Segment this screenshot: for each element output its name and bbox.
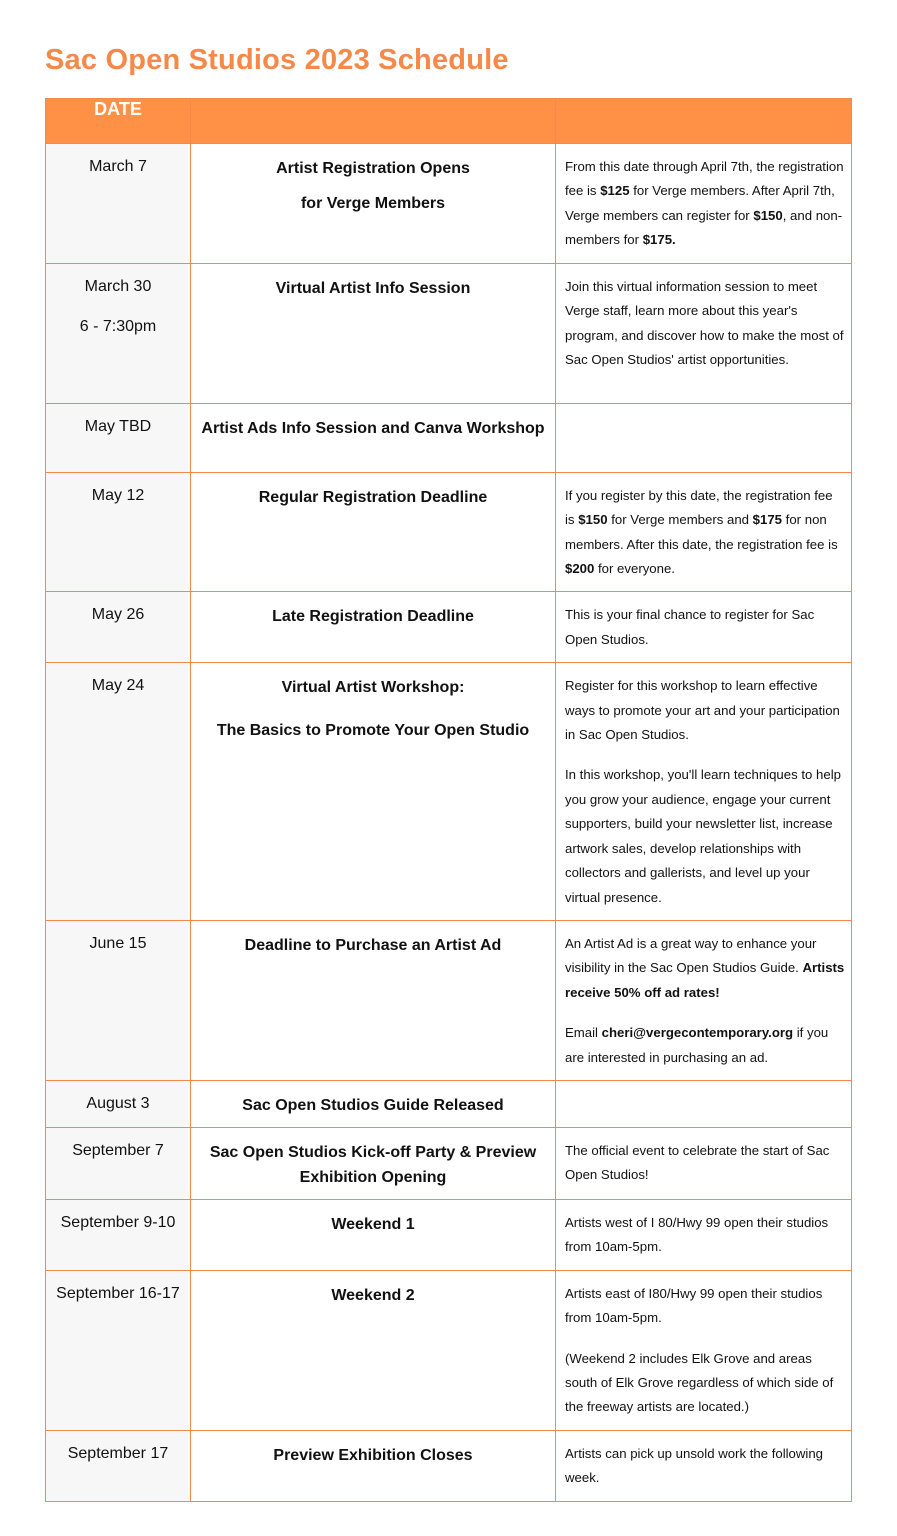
details-cell: Artists east of I80/Hwy 99 open their studios from 10am-5pm. (Weekend 2 includes Elk Grove and areas south of Elk Grove regardless of which side of the freeway artists are located.) (556, 1270, 852, 1430)
details-cell: The official event to celebrate the start of Sac Open Studios! (556, 1127, 852, 1199)
event-cell: Weekend 2 (191, 1270, 556, 1430)
date-column-header: DATE (46, 99, 191, 144)
date-cell: September 16-17 (46, 1270, 191, 1430)
date-cell: September 7 (46, 1127, 191, 1199)
event-subtitle: The Basics to Promote Your Open Studio (216, 721, 530, 739)
event-cell: Virtual Artist Info Session (191, 263, 556, 403)
table-row (46, 472, 852, 592)
event-title: Virtual Artist Workshop: (281, 679, 465, 697)
event-column-header (191, 99, 556, 144)
table-row (46, 592, 852, 663)
event-subtitle: for Verge Members (300, 194, 446, 212)
event-cell: Weekend 1 (191, 1199, 556, 1270)
details-cell: Join this virtual information session to meet Verge staff, learn more about this year's program, and discover how to make the most of Sac Open Studios' artist opportunities. (556, 263, 852, 403)
table-row (46, 1430, 852, 1501)
table-row (46, 1270, 852, 1430)
date-text: March 30 (84, 277, 152, 295)
date-cell: May 26 (46, 592, 191, 663)
details-cell: From this date through April 7th, the registration fee is $125 for Verge members. After April 7th, Verge members can register for $150, and non-members for $175. (556, 144, 852, 264)
event-cell: Artist Ads Info Session and Canva Workshop (191, 403, 556, 472)
details-cell: Artists west of I 80/Hwy 99 open their studios from 10am-5pm. (556, 1199, 852, 1270)
details-column-header (556, 99, 852, 144)
event-cell (191, 144, 556, 264)
table-header-row (46, 99, 852, 144)
date-cell: May 24 (46, 663, 191, 921)
event-title: Artist Registration Opens (276, 160, 470, 177)
date-cell: March 7 (46, 144, 191, 264)
details-cell: If you register by this date, the registration fee is $150 for Verge members and $175 for non members. After this date, the registration fee is $200 for everyone. (556, 472, 852, 592)
details-cell (556, 403, 852, 472)
details-cell (556, 1081, 852, 1128)
time-text: 6 - 7:30pm (79, 318, 157, 336)
event-cell: Sac Open Studios Kick-off Party & Preview Exhibition Opening (191, 1127, 556, 1199)
date-cell (46, 263, 191, 403)
table-row (46, 1081, 852, 1128)
page-title: Sac Open Studios 2023 Schedule (45, 44, 509, 76)
date-cell: May 12 (46, 472, 191, 592)
event-cell: Late Registration Deadline (191, 592, 556, 663)
table-row (46, 663, 852, 921)
date-cell: June 15 (46, 921, 191, 1081)
date-cell: August 3 (46, 1081, 191, 1128)
table-row (46, 1127, 852, 1199)
table-row (46, 144, 852, 264)
event-cell: Regular Registration Deadline (191, 472, 556, 592)
details-cell: This is your final chance to register for Sac Open Studios. (556, 592, 852, 663)
event-cell (191, 663, 556, 921)
event-cell: Preview Exhibition Closes (191, 1430, 556, 1501)
details-cell: Artists can pick up unsold work the following week. (556, 1430, 852, 1501)
date-cell: May TBD (46, 403, 191, 472)
details-cell: An Artist Ad is a great way to enhance your visibility in the Sac Open Studios Guide. Artists receive 50% off ad rates! Email cheri@vergecontemporary.org if you are interested in purchasing an ad. (556, 921, 852, 1081)
date-cell: September 9-10 (46, 1199, 191, 1270)
event-cell: Sac Open Studios Guide Released (191, 1081, 556, 1128)
table-row (46, 403, 852, 472)
table-row (46, 263, 852, 403)
table-row (46, 921, 852, 1081)
date-cell: September 17 (46, 1430, 191, 1501)
table-row (46, 1199, 852, 1270)
schedule-table (45, 98, 852, 1502)
email-link[interactable]: cheri@vergecontemporary.org (601, 1025, 794, 1041)
event-cell: Deadline to Purchase an Artist Ad (191, 921, 556, 1081)
details-cell: Register for this workshop to learn effective ways to promote your art and your participation in Sac Open Studios. In this workshop, you'll learn techniques to help you grow your audience, engage your current supporters, build your newsletter list, increase artwork sales, develop relationships with collectors and gallerists, and level up your virtual presence. (556, 663, 852, 921)
